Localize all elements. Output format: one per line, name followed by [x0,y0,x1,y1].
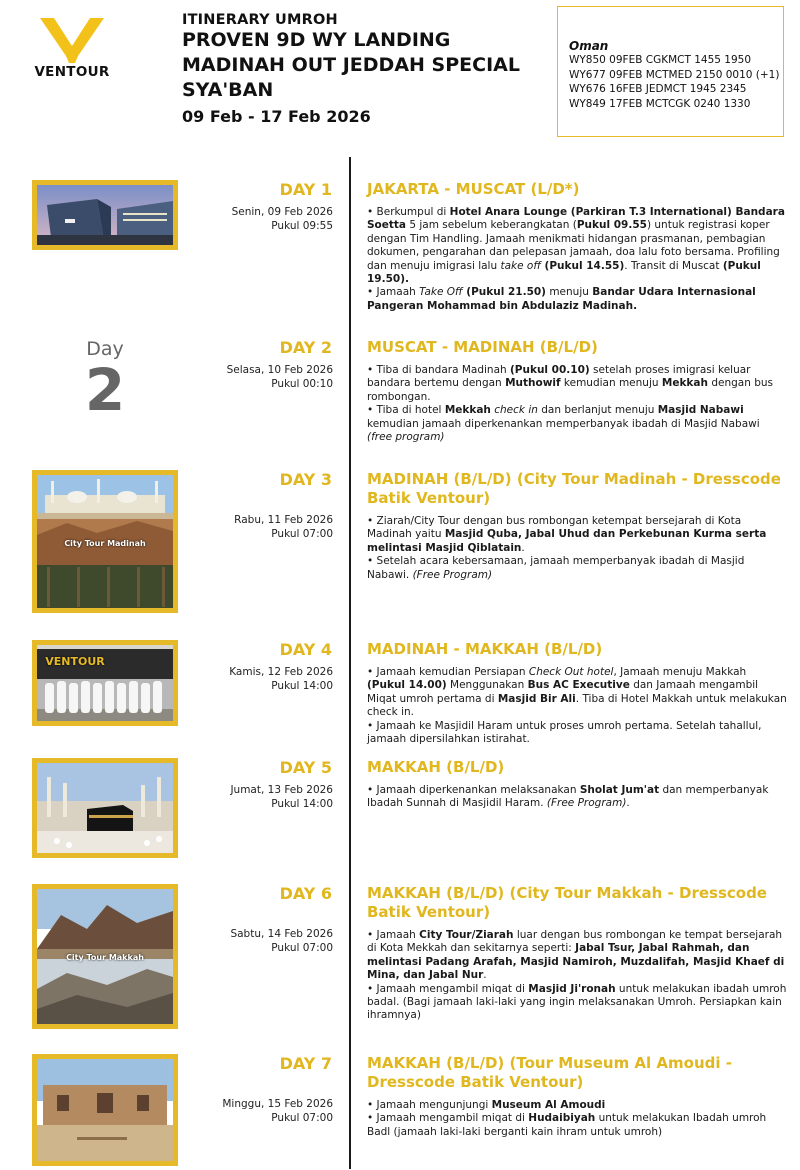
day-date-text: Sabtu, 14 Feb 2026 [230,928,333,940]
day-date [229,666,333,693]
day-label: DAY 3 [279,470,332,489]
day-date-text: Kamis, 12 Feb 2026 [229,666,333,678]
day-date-text: Minggu, 15 Feb 2026 [222,1098,333,1110]
description-run: Bandar Udara Internasional Pangeran Mohammad bin Abdulaziz Madinah. [367,286,756,312]
description-run: Muthowif [505,377,561,390]
description-run: dan memperbanyak Ibadah Sunnah di Masjidil Haram. [367,784,769,810]
description-run: (Free Program) [412,568,493,581]
description-run: . Tiba di Hotel Makkah untuk melakukan check in. [367,692,787,719]
description-run: Masjid Nabawi [657,404,744,417]
description-run: Masjid Bir Ali [497,692,576,705]
description-run: • Jamaah mengambil miqat di [367,982,529,995]
description-run: Masjid Quba, Jabal Uhud dan Perkebunan Kurma serta melintasi Masjid Qiblatain [367,528,767,554]
description-run: untuk melakukan Ibadah umroh Badl (jamaah laki-laki berganti kain ihram untuk umroh) [367,1112,767,1138]
description-paragraph [367,555,787,582]
description-run: . Transit di Muscat [624,259,723,272]
description-run: (Pukul 00.10) [510,364,590,376]
description-paragraph [367,983,787,1023]
description-paragraph [367,404,787,444]
day-time-text: Pukul 09:55 [271,219,333,232]
description-run: (Pukul 14.00) [367,679,447,692]
description-run: • Jamaah ke Masjidil Haram untuk proses umroh pertama. Setelah tahallul, jamaah dipersilahkan istirahat. [367,719,762,746]
photo-caption: City Tour Madinah [64,539,146,548]
day-label: DAY 6 [279,884,332,903]
description-run: kemudian jamaah diperkenankan memperbanyak ibadah di Masjid Nabawi [367,417,760,430]
day-time-text: Pukul 14:00 [271,679,333,692]
day-title: MAKKAH (B/L/D) (City Tour Makkah - Dresscode Batik Ventour) [367,884,767,921]
package-title-line-3: SYA'BAN [182,79,274,101]
description-run: • Jamaah diperkenankan melaksanakan [367,784,580,796]
description-run: • Ziarah/City Tour dengan bus rombongan ketempat bersejarah di Kota Madinah yaitu [367,515,742,541]
description-run: (Pukul 19.50). [367,259,761,286]
description-run: Mekkah [661,377,708,390]
description-run: . [483,969,487,982]
description-run: • Jamaah kemudian Persiapan [367,666,529,678]
description-run: . [626,797,630,810]
brand-name: VENTOUR [34,64,110,80]
day-date-text: Selasa, 10 Feb 2026 [226,364,333,376]
day-title: MUSCAT - MADINAH (B/L/D) [367,338,598,356]
day-date [222,1098,333,1125]
description-run: • Jamaah mengunjungi [367,1099,492,1111]
description-paragraph [367,1099,787,1112]
day-description [367,515,787,582]
package-title-line-1: PROVEN 9D WY LANDING [182,29,451,51]
day-description [367,666,787,746]
description-paragraph [367,1112,787,1139]
big-day-marker [65,338,145,424]
day-date [230,784,333,811]
description-run: Menggunakan [446,679,528,692]
description-run: ) untuk registrasi koper dengan Tim Handling. Jamaah menikmati hidangan prasmanan, pembagian dokumen, pengarahan dan pelepasan jamaah, doa lalu foto bersama. Profiling dan menuju imigrasi lalu [367,219,780,272]
kaaba-photo [32,758,178,858]
description-run: untuk melakukan ibadah umroh badal. (Bagi jamaah laki-laki yang ingin melaksanakan Umroh. Persiapkan kain ihramnya) [367,982,787,1022]
description-run: City Tour/Ziarah [419,929,514,941]
description-run: Hudaibiyah [528,1112,596,1125]
day-title: MADINAH (B/L/D) (City Tour Madinah - Dresscode Batik Ventour) [367,470,781,507]
day-time-text: Pukul 07:00 [271,941,333,954]
itinerary-label: ITINERARY UMROH [182,12,338,28]
description-run: • Tiba di hotel [367,404,445,417]
day-time-text: Pukul 00:10 [271,377,333,390]
description-run: Bus AC Executive [527,679,630,692]
description-run: • Setelah acara kebersamaan, jamaah memperbanyak ibadah di Masjid Nabawi. [367,555,745,581]
description-paragraph [367,515,787,555]
description-run: setelah proses imigrasi keluar bandara bertemu dengan [367,364,751,390]
description-run: dengan bus rombongan. [367,377,773,403]
description-paragraph [367,784,787,811]
day-description [367,784,787,811]
day-date-text: Senin, 09 Feb 2026 [231,206,333,218]
day-date [232,206,333,233]
big-day-number: 2 [84,356,126,424]
description-run: Sholat Jum'at [579,784,660,796]
description-run: Pukul 09.55 [576,219,647,232]
description-run: . [521,541,525,554]
airline-name: Oman [569,39,609,53]
description-paragraph [367,929,787,983]
timeline-divider [349,157,351,1169]
museum-al-amoudi-photo [32,1054,178,1166]
day-description [367,929,787,1023]
description-run: (free program) [367,431,445,444]
description-run: (Free Program) [546,797,627,810]
description-run: dan berlanjut menuju [537,404,658,417]
description-run: Masjid Ji'ronah [528,982,616,995]
description-run: • Berkumpul di [367,206,450,218]
description-run: • Tiba di bandara Madinah [367,364,510,376]
package-dates: 09 Feb - 17 Feb 2026 [182,107,371,126]
day-description [367,206,787,313]
description-paragraph [367,206,787,286]
description-run: Mekkah [444,404,491,417]
day-label: DAY 1 [279,180,332,199]
description-run: kemudian menuju [560,377,662,390]
day-date [234,514,333,541]
description-paragraph [367,720,787,747]
photo-caption: City Tour Makkah [66,953,144,962]
description-run: Check Out hotel [528,666,614,678]
flight-line: WY677 09FEB MCTMED 2150 0010 (+1) [569,68,780,81]
day-date [230,928,333,955]
day-title: MADINAH - MAKKAH (B/L/D) [367,640,603,658]
description-run: • Jamaah [367,929,420,941]
flight-line: WY849 17FEB MCTCGK 0240 1330 [569,97,751,110]
description-run: • Jamaah mengambil miqat di [367,1112,529,1125]
description-paragraph [367,666,787,720]
description-run: luar dengan bus rombongan ke tempat bersejarah di Kota Mekkah dan sekitarnya seperti: [367,929,783,955]
flight-info-box [557,6,784,137]
description-run: Hotel Anara Lounge (Parkiran T.3 International) Bandara Soetta [367,206,785,232]
description-run: check in [490,404,538,417]
description-run: Take Off [419,286,463,299]
day-title: MAKKAH (B/L/D) (Tour Museum Al Amoudi - Dresscode Batik Ventour) [367,1054,732,1091]
day-description [367,364,787,444]
description-run: Museum Al Amoudi [491,1099,606,1111]
ventour-logo [34,16,110,82]
airport-lounge-photo [32,180,178,250]
description-run: 5 jam sebelum keberangkatan ( [406,219,577,232]
day-time-text: Pukul 14:00 [271,797,333,810]
day-label: DAY 7 [279,1054,332,1073]
day-label: DAY 2 [279,338,332,357]
photo-caption: VENTOUR [45,655,105,668]
flight-line: WY676 16FEB JEDMCT 1945 2345 [569,83,747,95]
description-run: , Jamaah menuju Makkah [613,666,747,678]
description-paragraph [367,364,787,404]
day-time-text: Pukul 07:00 [271,1111,333,1124]
city-tour-makkah-photo [32,884,178,1029]
day-date-text: Rabu, 11 Feb 2026 [234,514,333,526]
ventour-v-logo-icon [34,16,110,64]
package-title-line-2: MADINAH OUT JEDDAH SPECIAL [182,54,520,76]
description-paragraph [367,286,787,313]
day-title: MAKKAH (B/L/D) [367,758,505,776]
description-run: dan Jamaah mengambil Miqat umroh pertama di [367,679,759,705]
day-title: JAKARTA - MUSCAT (L/D*) [367,180,580,198]
ventour-bus-group-photo [32,640,178,726]
description-run: Jabal Tsur, Jabal Rahmah, dan melintasi Padang Arafah, Masjid Namiroh, Muzdalifah, Masjid Khaef di Mina, dan Jabal Nur [367,942,785,982]
description-run: (Pukul 21.50) [462,286,546,299]
day-date [227,364,333,391]
flight-line: WY850 09FEB CGKMCT 1455 1950 [569,54,752,66]
description-run: (Pukul 14.55) [540,259,625,272]
day-label: DAY 5 [279,758,332,777]
day-date-text: Jumat, 13 Feb 2026 [230,784,333,796]
day-time-text: Pukul 07:00 [271,527,333,540]
city-tour-madinah-photo [32,470,178,613]
day-description [367,1099,787,1139]
big-day-word: Day [86,338,124,360]
description-run: menuju [545,286,593,299]
description-run: take off [500,259,541,272]
description-run: • Jamaah [367,286,420,299]
itinerary-title-block [182,12,552,126]
day-label: DAY 4 [279,640,332,659]
